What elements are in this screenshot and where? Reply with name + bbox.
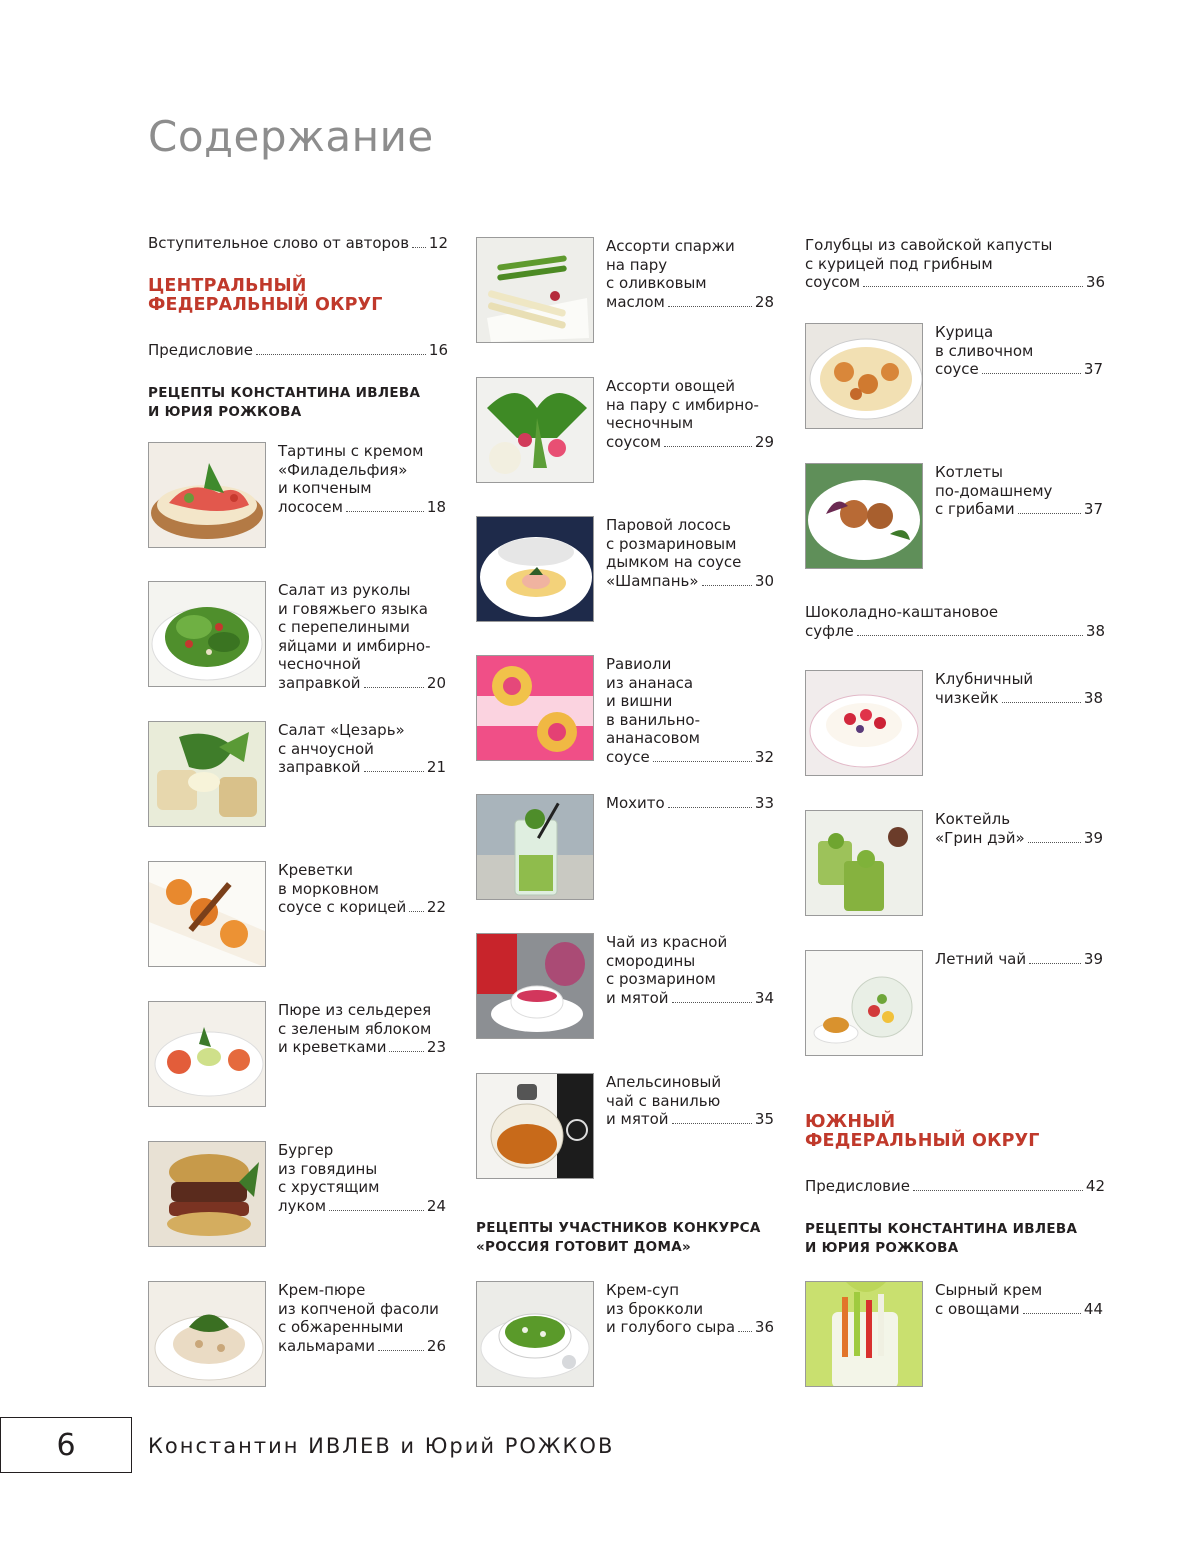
entry-title: Салат из руколы и говяжьего языка с перепелиными яйцами и имбирно- чесночной (278, 581, 431, 673)
dot-leader (389, 1051, 423, 1052)
entry-title-last: Летний чай (935, 950, 1027, 968)
entry-page: 36 (754, 1318, 774, 1336)
dot-leader (668, 807, 752, 808)
dot-leader (1018, 513, 1081, 514)
subhead-authors: РЕЦЕПТЫ КОНСТАНТИНА ИВЛЕВА И ЮРИЯ РОЖКОВА (805, 1221, 1078, 1256)
steamed-vegetables-photo (476, 377, 594, 483)
entry-page: 38 (1083, 688, 1103, 707)
entry-title: Котлеты по-домашнему (935, 463, 1053, 500)
entry-page: 22 (426, 898, 446, 916)
entry-title: Коктейль (935, 810, 1011, 828)
dot-leader (1002, 702, 1081, 703)
dot-leader (738, 1331, 752, 1332)
entry-title: Салат «Цезарь» с анчоусной (278, 721, 405, 758)
entry-title: Вступительное слово от авторов (148, 234, 410, 252)
dot-leader (1029, 963, 1081, 964)
entry-page: 39 (1083, 828, 1103, 847)
dot-leader (412, 247, 426, 248)
entry-page: 30 (754, 571, 774, 590)
orange-tea-photo (476, 1073, 594, 1179)
entry-page: 44 (1083, 1299, 1103, 1318)
entry-title-last: чизкейк (935, 688, 999, 707)
entry-title-last: соусом (805, 273, 861, 291)
entry-title: Шоколадно-каштановое (805, 603, 999, 621)
toc-entry-golubtsy[interactable] (805, 236, 1105, 292)
entry-title-last: и мятой (606, 988, 669, 1007)
caesar-salad-photo (148, 721, 266, 827)
dot-leader (672, 1123, 752, 1124)
entry-title-last: соусе с корицей (278, 898, 407, 916)
dot-leader (702, 585, 752, 586)
entry-title-last: лососем (278, 497, 343, 516)
tartine-photo (148, 442, 266, 548)
broccoli-soup-photo (476, 1281, 594, 1387)
entry-title: Предисловие (805, 1177, 910, 1195)
entry-page: 28 (754, 292, 774, 311)
entry-page: 37 (1083, 360, 1103, 378)
dot-leader (409, 911, 424, 912)
entry-page: 34 (754, 988, 774, 1007)
running-footer-authors: Константин ИВЛЕВ и Юрий РОЖКОВ (148, 1434, 615, 1458)
entry-title-last: кальмарами (278, 1336, 375, 1355)
entry-title-last: луком (278, 1196, 327, 1215)
cheesecake-photo (805, 670, 923, 776)
entry-title-last: и голубого сыра (606, 1318, 736, 1336)
page-number-box (0, 1417, 132, 1473)
entry-title: Равиоли из ананаса и вишни в ванильно- ананасовом (606, 655, 701, 747)
entry-title: Бургер из говядины с хрустящим (278, 1141, 380, 1196)
subhead-contest: РЕЦЕПТЫ УЧАСТНИКОВ КОНКУРСА «РОССИЯ ГОТОВИТ ДОМА» (476, 1220, 761, 1255)
entry-title: Крем-пюре из копченой фасоли с обжаренными (278, 1281, 439, 1336)
entry-title-last: заправкой (278, 758, 361, 776)
dot-leader (863, 286, 1083, 287)
entry-title-last: с овощами (935, 1299, 1020, 1318)
arugula-salad-photo (148, 581, 266, 687)
toc-entry-preface[interactable] (805, 1177, 1105, 1196)
entry-title: Крем-суп из брокколи (606, 1281, 704, 1318)
entry-page: 38 (1085, 621, 1105, 640)
dot-leader (857, 635, 1083, 636)
page-title: Содержание (148, 112, 434, 161)
entry-title-last: «Грин дэй» (935, 828, 1025, 847)
entry-title-last: суфле (805, 621, 854, 640)
entry-title: Паровой лосось с розмариновым дымком на соусе (606, 516, 742, 571)
dot-leader (364, 687, 424, 688)
dot-leader (378, 1350, 424, 1351)
cheese-cream-photo (805, 1281, 923, 1387)
green-cocktail-photo (805, 810, 923, 916)
subhead-authors: РЕЦЕПТЫ КОНСТАНТИНА ИВЛЕВА И ЮРИЯ РОЖКОВА (148, 385, 421, 420)
entry-page: 29 (754, 432, 774, 451)
entry-title: Пюре из сельдерея с зеленым яблоком (278, 1001, 432, 1038)
burger-photo (148, 1141, 266, 1247)
dot-leader (913, 1190, 1083, 1191)
mojito-photo (476, 794, 594, 900)
toc-entry-souffle[interactable] (805, 603, 1105, 640)
entry-page: 32 (754, 747, 774, 766)
asparagus-photo (476, 237, 594, 343)
entry-page: 18 (426, 497, 446, 516)
entry-title: Чай из красной смородины с розмарином (606, 933, 728, 988)
entry-title-last: «Шампань» (606, 571, 699, 590)
entry-page: 21 (426, 758, 446, 776)
entry-title-last: маслом (606, 292, 665, 311)
entry-title-last: и креветками (278, 1038, 387, 1056)
dot-leader (672, 1002, 752, 1003)
dot-leader (664, 446, 752, 447)
entry-title: Предисловие (148, 341, 253, 359)
entry-title: Сырный крем (935, 1281, 1043, 1299)
entry-title: Голубцы из савойской капусты с курицей под грибным (805, 236, 1053, 273)
dot-leader (329, 1210, 424, 1211)
entry-title-last: соусом (606, 432, 662, 451)
entry-title: Курица в сливочном (935, 323, 1034, 360)
entry-title: Тартины с кремом «Филадельфия» и копченым (278, 442, 424, 497)
dot-leader (653, 761, 752, 762)
celery-puree-photo (148, 1001, 266, 1107)
dot-leader (668, 306, 752, 307)
entry-title-last: и мятой (606, 1110, 669, 1128)
entry-page: 24 (426, 1196, 446, 1215)
section-title-central: ЦЕНТРАЛЬНЫЙ ФЕДЕРАЛЬНЫЙ ОКРУГ (148, 276, 383, 315)
entry-page: 16 (428, 341, 448, 359)
entry-title-last: с грибами (935, 500, 1015, 518)
page-number: 6 (56, 1427, 76, 1463)
entry-title-last: соусе (935, 360, 979, 378)
section-title-south: ЮЖНЫЙ ФЕДЕРАЛЬНЫЙ ОКРУГ (805, 1112, 1040, 1151)
entry-page: 36 (1085, 273, 1105, 291)
entry-title-last: заправкой (278, 673, 361, 692)
entry-page: 37 (1083, 500, 1103, 518)
entry-title: Ассорти овощей на пару с имбирно- чесночным (606, 377, 759, 432)
entry-page: 12 (428, 234, 448, 252)
dot-leader (1028, 842, 1081, 843)
currant-tea-photo (476, 933, 594, 1039)
entry-title-last: Мохито (606, 794, 665, 812)
entry-page: 26 (426, 1336, 446, 1355)
entry-title: Ассорти спаржи на пару с оливковым (606, 237, 735, 292)
bean-puree-photo (148, 1281, 266, 1387)
entry-page: 35 (754, 1110, 774, 1128)
entry-title-last: соусе (606, 747, 650, 766)
shrimp-photo (148, 861, 266, 967)
entry-page: 39 (1083, 950, 1103, 968)
chicken-cream-photo (805, 323, 923, 429)
dot-leader (346, 511, 424, 512)
entry-page: 33 (754, 794, 774, 812)
dot-leader (1023, 1313, 1081, 1314)
entry-page: 20 (426, 673, 446, 692)
cutlets-photo (805, 463, 923, 569)
dot-leader (982, 373, 1081, 374)
pineapple-ravioli-photo (476, 655, 594, 761)
salmon-photo (476, 516, 594, 622)
toc-entry-preface[interactable] (148, 341, 448, 360)
entry-title: Клубничный (935, 670, 1034, 688)
dot-leader (364, 771, 424, 772)
entry-title: Креветки в морковном (278, 861, 380, 898)
entry-page: 23 (426, 1038, 446, 1056)
entry-page: 42 (1085, 1177, 1105, 1195)
dot-leader (256, 354, 426, 355)
entry-title: Апельсиновый чай с ванилью (606, 1073, 722, 1110)
toc-entry-intro[interactable] (148, 234, 448, 253)
summer-tea-photo (805, 950, 923, 1056)
